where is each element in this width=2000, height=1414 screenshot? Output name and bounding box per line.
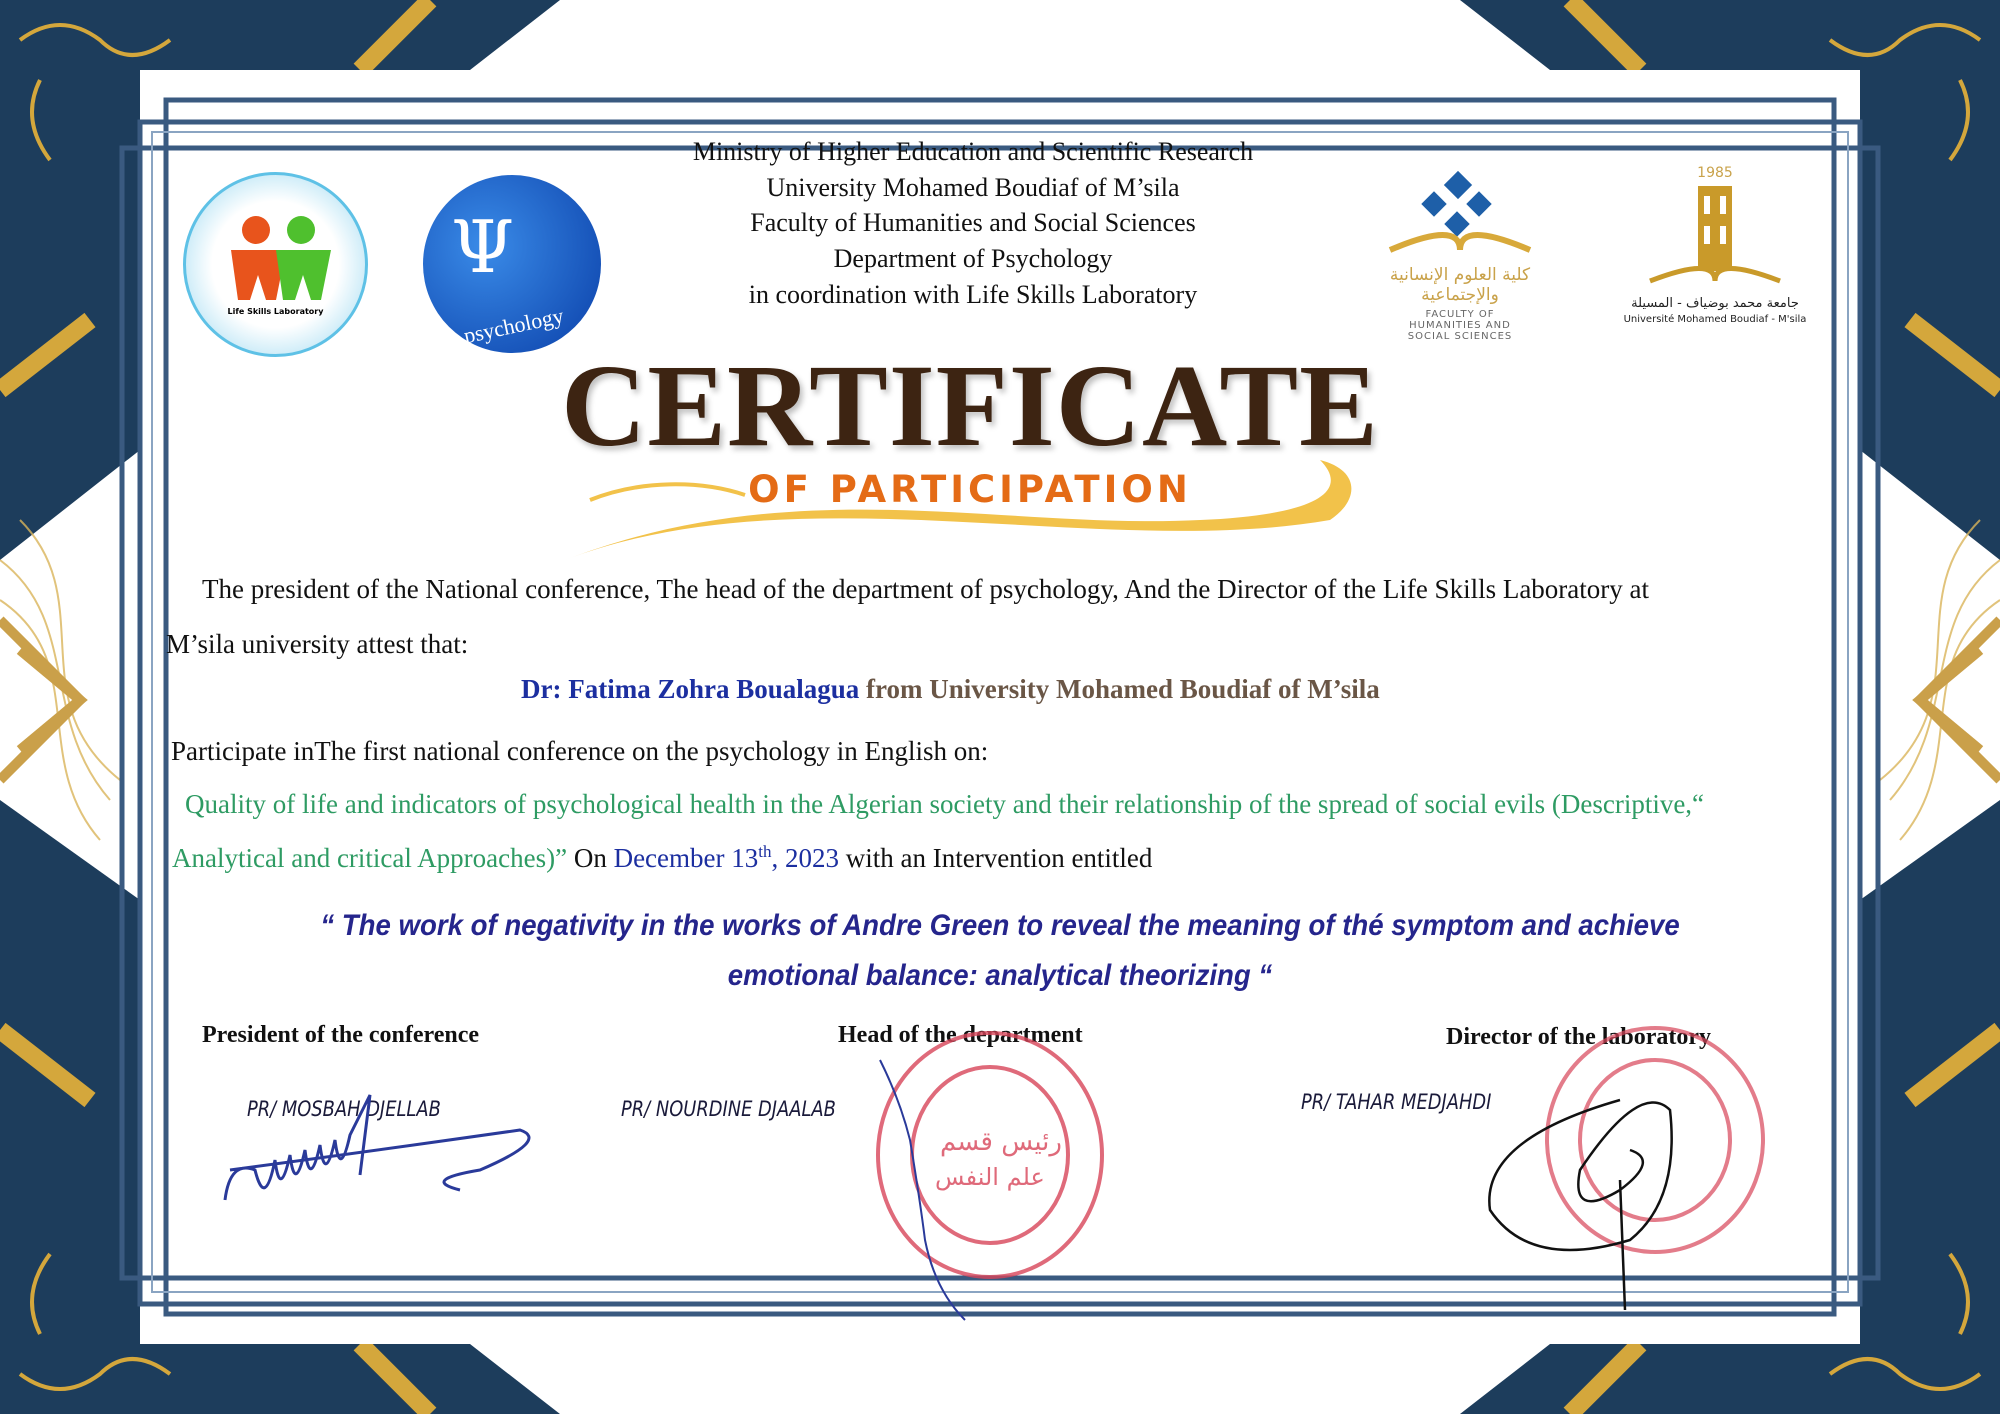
conference-theme-line-1: Quality of life and indicators of psychological health in the Algerian society and their relationship of the spread of social evils (Descriptive,“ — [185, 789, 1705, 819]
signature-role-director: Director of the laboratory — [1446, 1024, 1712, 1050]
header-ministry: Ministry of Higher Education and Scientific Research — [692, 137, 1254, 166]
psi-icon: Ψ — [451, 205, 515, 289]
university-year: 1985 — [1697, 165, 1733, 181]
on-label: On — [567, 843, 614, 873]
date-suffix: th — [758, 842, 772, 861]
header-university: University Mohamed Boudiaf of M’sila — [766, 173, 1180, 202]
intervention-title-line-1: “ The work of negativity in the works of Andre Green to reveal the meaning of thé symptom and achieve — [320, 909, 1680, 942]
signature-role-president: President of the conference — [202, 1022, 480, 1048]
header-faculty: Faculty of Humanities and Social Sciences — [750, 208, 1196, 237]
header-coordination: in coordination with Life Skills Laboratory — [748, 280, 1198, 309]
university-ar-label: جامعة محمد بوضياف - المسيلة — [1631, 296, 1799, 311]
faculty-ar-label: كلية العلوم الإنسانية والإجتماعية — [1389, 265, 1531, 305]
participation-line: Participate inThe first national conference on the psychology in English on: — [171, 736, 989, 766]
svg-text:رئيس قسم: رئيس قسم — [940, 1127, 1062, 1157]
conference-theme-end: Analytical and critical Approaches)” — [172, 843, 568, 873]
participant-name: Dr: Fatima Zohra Boualagua — [521, 674, 860, 704]
header-department: Department of Psychology — [833, 244, 1113, 273]
signature-name-head: PR/ NOURDINE DJAALAB — [621, 1097, 836, 1121]
conference-year: , 2023 — [771, 843, 839, 873]
intervention-title-line-2: emotional balance: analytical theorizing “ — [727, 959, 1273, 992]
life-skills-lab-label: Life Skills Laboratory — [227, 307, 324, 316]
signature-role-head: Head of the department — [838, 1022, 1083, 1048]
signature-name-director: PR/ TAHAR MEDJAHDI — [1301, 1090, 1492, 1114]
intervention-intro: with an Intervention entitled — [839, 843, 1153, 873]
svg-text:علم النفس: علم النفس — [935, 1163, 1045, 1191]
attestation-line-2: M’sila university attest that: — [166, 629, 469, 659]
laboratory-stamp — [1547, 1028, 1763, 1252]
university-fr-label: Université Mohamed Boudiaf - M'sila — [1623, 314, 1807, 325]
attestation-line-1: The president of the National conference, The head of the department of psychology, And the Director of the Life Skills Laboratory at — [202, 574, 1650, 604]
president-signature — [225, 1095, 529, 1200]
certificate-subtitle: OF PARTICIPATION — [748, 468, 1192, 511]
signature-name-president: PR/ MOSBAH DJELLAB — [247, 1097, 441, 1121]
faculty-label: FACULTY OF HUMANITIES AND SOCIAL SCIENCES — [1407, 309, 1513, 342]
participant-affiliation: from University Mohamed Boudiaf of M’sila — [866, 674, 1380, 704]
certificate-title: CERTIFICATE — [561, 340, 1379, 471]
psychology-label: psychology — [461, 302, 566, 349]
conference-date: December 13 — [613, 843, 759, 873]
